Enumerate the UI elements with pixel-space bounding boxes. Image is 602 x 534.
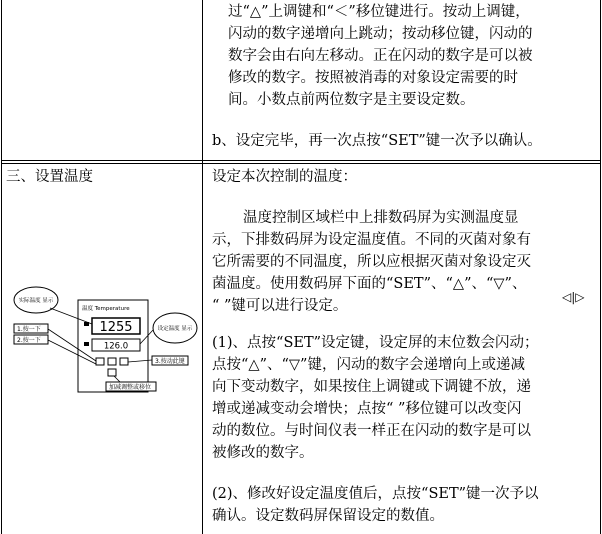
table-row-divider [1,160,601,161]
button-shift-icon [108,369,116,376]
p2-line-3: 向下变动数字，如果按住上调键或下调键不放，递 [212,379,531,395]
p1-line-5: “ ”键可以进行设定。 [212,298,348,314]
p3-line-2: 确认。设定数码屏保留设定的数值。 [212,508,444,524]
p2-line-1: (1)、点按“SET”设定键，设定屏的末位数会闪动； [212,335,539,351]
row2-intro: 设定本次控制的温度： [212,169,357,185]
indicator-2 [84,342,89,346]
table-row-divider-2 [1,163,601,164]
table-column-divider [202,0,203,534]
p3-line-1: (2)、修改好设定温度值后，点按“SET”键一次予以 [212,486,539,502]
bottom-note-text: 加减调整或移位 [109,384,152,391]
bubble-right-text: 设定温度 显示 [157,326,193,332]
note-2-text: 2.按一下 [17,337,41,344]
bubble-left-text: 实际温度 显示 [18,298,54,304]
button-up-icon [108,358,116,365]
p2-line-2: 点按“△”、“▽”键，闪动的数字会递增向上或递减 [212,357,525,373]
row1-line-1: 过“△”上调键和“＜”移位键进行。按动上调键， [228,4,530,20]
p2-line-4: 增或递减变动会增快；点按“ ”移位键可以改变闪 [212,401,522,417]
display-bottom-digits: 126.0 [103,341,129,352]
p1-line-3: 它所需要的不同温度，所以应根据灭菌对象设定灭 [212,254,531,270]
note-1-text: 1.按一下 [17,326,41,333]
table-right-border [600,0,601,534]
p1-line-4: 菌温度。使用数码屏下面的“SET”、“△”、“▽”、 [212,276,527,292]
shift-key-mark: ◁|▷ [562,290,585,304]
temperature-controller-diagram [10,278,200,402]
button-set-icon [96,358,104,365]
section-title: 三、设置温度 [6,169,93,185]
panel-label: 温度 Temperature [82,306,130,312]
button-down-icon [120,358,128,365]
row1-line-4: 修改的数字。按照被消毒的对象设定需要的时 [228,70,518,86]
row1-step-b: b、设定完毕，再一次点按“SET”键一次予以确认。 [212,133,542,149]
row1-line-3: 数字会由右向左移动。正在闪动的数字是可以被 [228,48,533,64]
row1-line-5: 间。小数点前两位数字是主要设定数。 [228,92,475,108]
row1-line-2: 闪动的数字递增向上跳动；按动移位键，闪动的 [228,26,533,42]
p1-line-2: 示，下排数码屏为设定温度值。不同的灭菌对象有 [212,232,531,248]
display-top-digits: 1255 [99,320,133,335]
table-left-border [1,0,2,534]
p2-line-5: 动的数位。与时间仪表一样正在闪动的数字是可以 [212,423,531,439]
p1-line-1: 温度控制区域栏中上排数码屏为实测温度显 [243,210,519,226]
p2-line-6: 被修改的数字。 [212,445,314,461]
right-note-text: 3.按动此键 [155,358,185,365]
